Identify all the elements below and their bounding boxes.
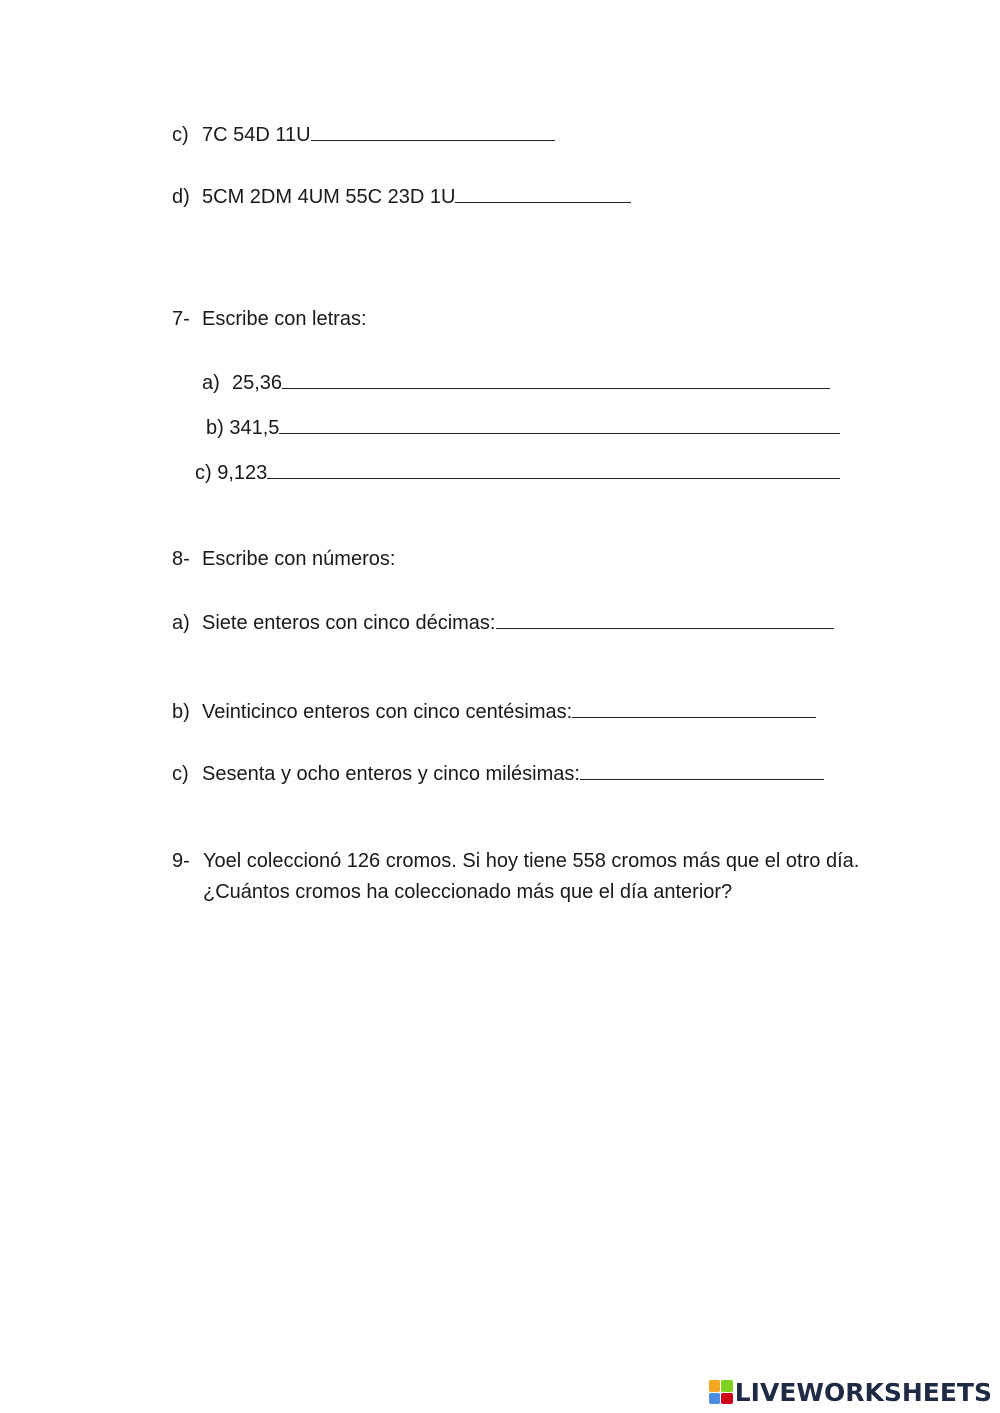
exercise-8b xyxy=(172,697,816,725)
exercise-8a-text: Siete enteros con cinco décimas: xyxy=(202,612,496,634)
exercise-7c-text: 9,123 xyxy=(217,462,268,484)
answer-blank-6d[interactable] xyxy=(455,182,631,203)
logo-square xyxy=(709,1393,721,1405)
exercise-6c-text: 7C 54D 11U xyxy=(202,124,311,146)
exercise-8c-text: Sesenta y ocho enteros y cinco milésimas: xyxy=(202,763,580,785)
answer-blank-7c[interactable] xyxy=(267,458,840,479)
answer-blank-6c[interactable] xyxy=(311,120,555,141)
item-marker: c) xyxy=(172,763,189,785)
logo-text: LIVEWORKSHEETS xyxy=(734,1377,992,1407)
item-marker: a) xyxy=(202,372,220,394)
exercise-7c xyxy=(195,458,840,486)
exercise-7a xyxy=(202,368,830,396)
exercise-9-text: Yoel coleccionó 126 cromos. Si hoy tiene 558 cromos más que el otro día. ¿Cuántos cromos ha coleccionado más que el día anterior? xyxy=(203,850,860,903)
answer-blank-8c[interactable] xyxy=(580,759,824,780)
logo-square xyxy=(721,1393,733,1405)
exercise-number: 8- xyxy=(172,548,190,570)
logo-mark-icon xyxy=(709,1380,733,1404)
exercise-8-title: Escribe con números: xyxy=(202,548,396,570)
answer-blank-7b[interactable] xyxy=(279,413,840,434)
exercise-7b xyxy=(206,413,840,441)
item-marker: d) xyxy=(172,186,190,208)
logo-square xyxy=(721,1380,733,1392)
liveworksheets-logo xyxy=(709,1377,992,1407)
item-marker: a) xyxy=(172,612,190,634)
exercise-7-title: Escribe con letras: xyxy=(202,308,367,330)
item-marker: b) xyxy=(206,417,224,439)
exercise-8b-text: Veinticinco enteros con cinco centésimas: xyxy=(202,701,573,723)
exercise-6d xyxy=(172,182,631,210)
exercise-number: 7- xyxy=(172,308,190,330)
exercise-8-heading xyxy=(172,546,395,572)
item-marker: b) xyxy=(172,701,190,723)
item-marker: c) xyxy=(195,462,212,484)
exercise-8c xyxy=(172,759,824,787)
exercise-6c xyxy=(172,120,555,148)
exercise-9 xyxy=(172,846,872,908)
logo-square xyxy=(709,1380,721,1392)
exercise-number: 9- xyxy=(172,850,190,872)
answer-blank-7a[interactable] xyxy=(282,368,830,389)
exercise-8a xyxy=(172,608,834,636)
exercise-7-heading xyxy=(172,306,367,332)
item-marker: c) xyxy=(172,124,189,146)
answer-blank-8a[interactable] xyxy=(496,608,834,629)
exercise-7b-text: 341,5 xyxy=(229,417,280,439)
exercise-7a-text: 25,36 xyxy=(232,372,283,394)
answer-blank-8b[interactable] xyxy=(572,697,816,718)
exercise-6d-text: 5CM 2DM 4UM 55C 23D 1U xyxy=(202,186,456,208)
